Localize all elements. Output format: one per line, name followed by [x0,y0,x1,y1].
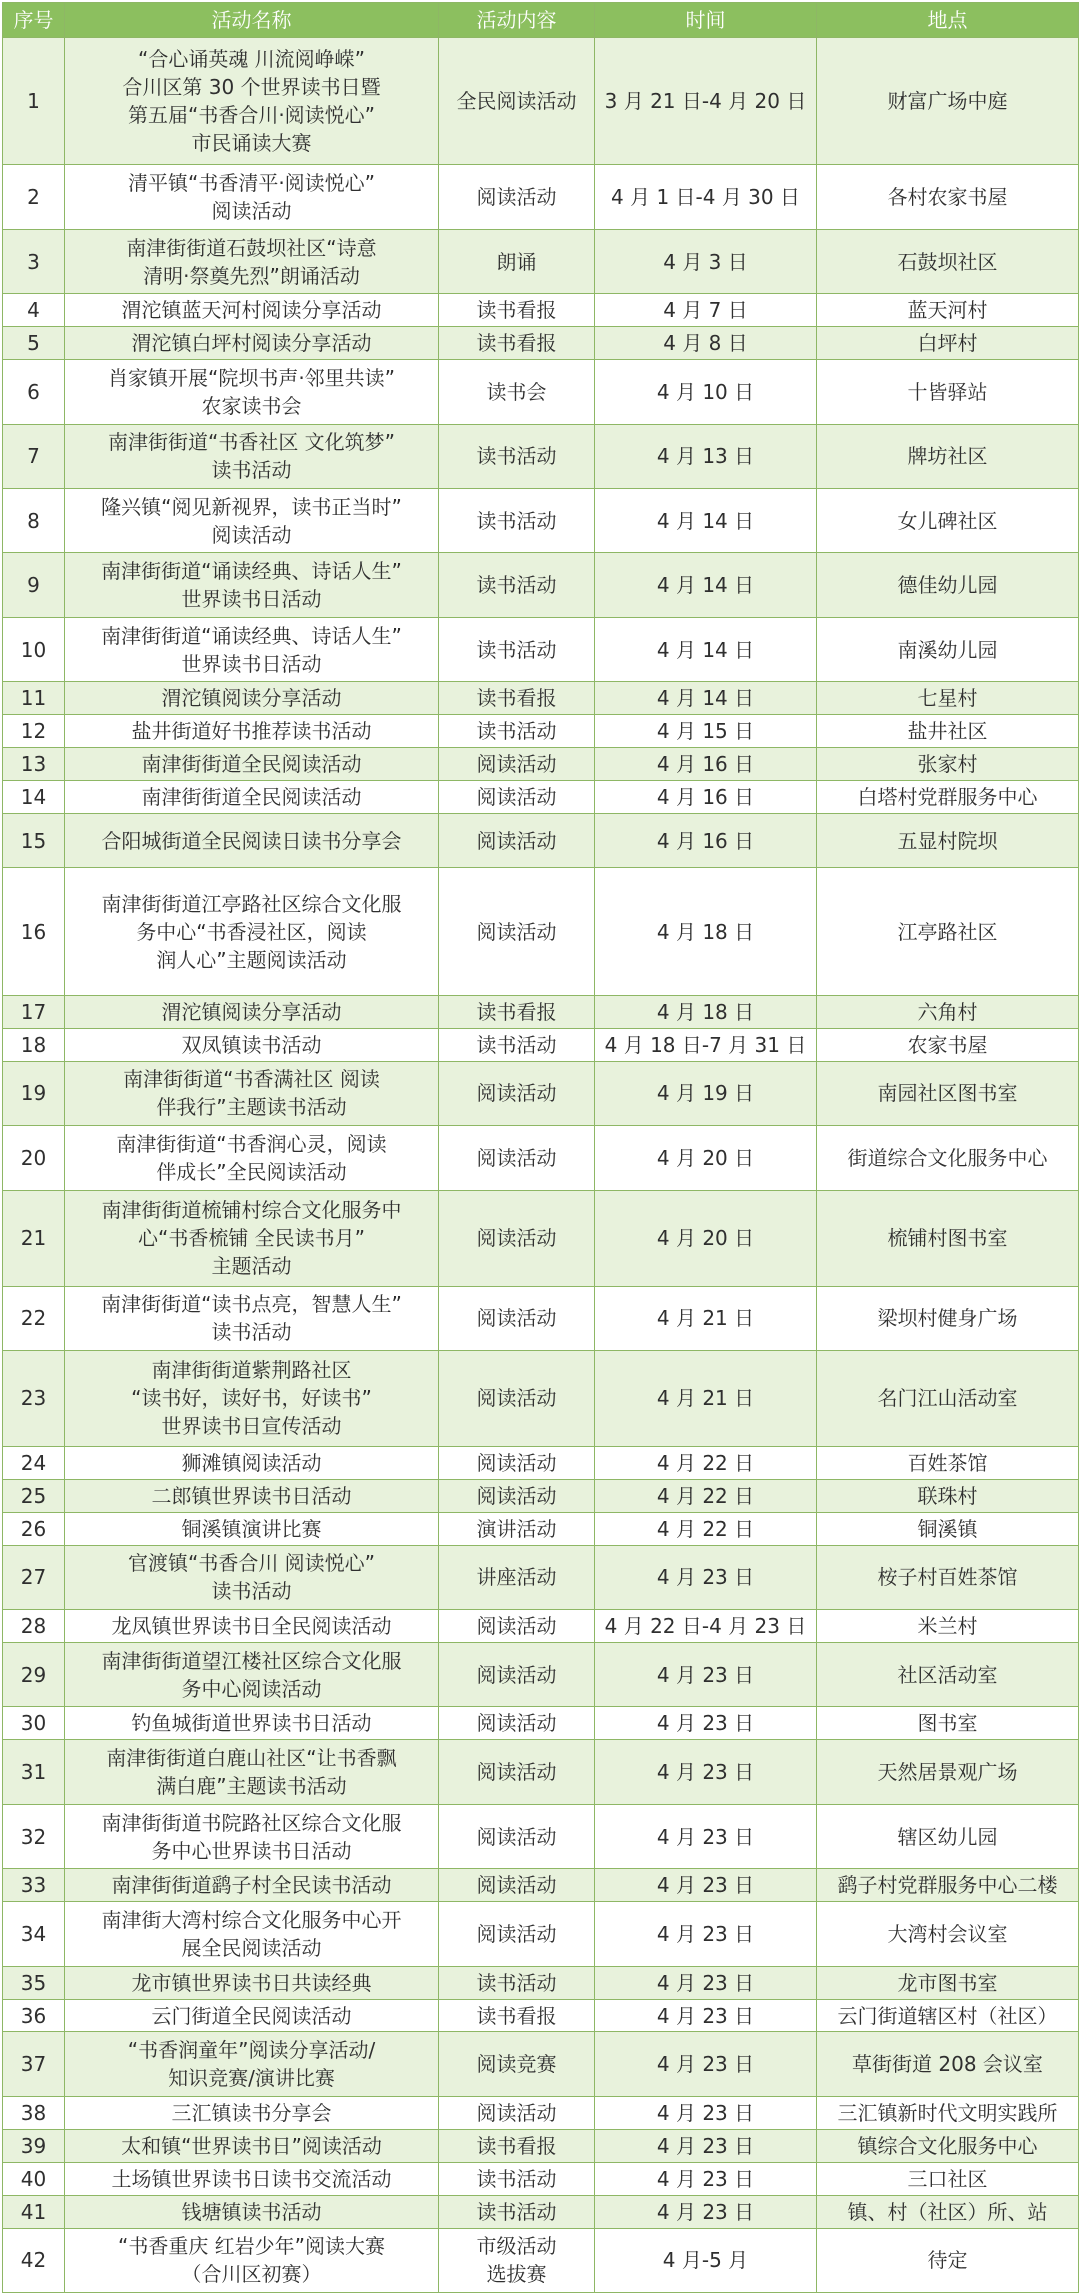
cell-no: 21 [3,1190,65,1286]
cell-content: 读书看报 [439,294,595,327]
cell-content: 读书会 [439,360,595,424]
cell-time: 4 月 22 日 [595,1512,817,1545]
cell-place: 街道综合文化服务中心 [817,1126,1079,1190]
cell-name: “书香重庆 红岩少年”阅读大赛 （合川区初赛） [65,2228,439,2292]
cell-place: 牌坊社区 [817,424,1079,488]
cell-name: 清平镇“书香清平·阅读悦心” 阅读活动 [65,165,439,229]
cell-content: 读书活动 [439,489,595,553]
cell-time: 4 月 23 日 [595,2096,817,2129]
cell-place: 各村农家书屋 [817,165,1079,229]
cell-time: 4 月 21 日 [595,1286,817,1350]
cell-no: 39 [3,2129,65,2162]
cell-name: 南津街街道书院路社区综合文化服 务中心世界读书日活动 [65,1804,439,1868]
activity-table [2,2,1079,2293]
cell-place: 江亭路社区 [817,868,1079,995]
cell-name: “书香润童年”阅读分享活动/ 知识竞赛/演讲比赛 [65,2032,439,2096]
cell-name: 土场镇世界读书日读书交流活动 [65,2162,439,2195]
cell-no: 22 [3,1286,65,1350]
cell-place: 五显村院坝 [817,814,1079,868]
table-row [3,2096,1079,2129]
table-row [3,489,1079,553]
table-row [3,1028,1079,1061]
cell-name: 南津街街道“书香润心灵，阅读 伴成长”全民阅读活动 [65,1126,439,1190]
cell-name: 南津街街道紫荆路社区 “读书好，读好书，好读书” 世界读书日宣传活动 [65,1350,439,1446]
cell-place: 辖区幼儿园 [817,1804,1079,1868]
cell-time: 4 月 20 日 [595,1190,817,1286]
table-row [3,2032,1079,2096]
table-row [3,2228,1079,2292]
cell-time: 4 月 14 日 [595,617,817,681]
cell-name: 渭沱镇蓝天河村阅读分享活动 [65,294,439,327]
cell-no: 17 [3,995,65,1028]
cell-place: 石鼓坝社区 [817,229,1079,293]
table-row [3,1966,1079,1999]
cell-time: 4 月 23 日 [595,1707,817,1740]
cell-name: 龙凤镇世界读书日全民阅读活动 [65,1610,439,1643]
cell-no: 9 [3,553,65,617]
cell-time: 4 月 20 日 [595,1126,817,1190]
cell-place: 白坪村 [817,327,1079,360]
table-row [3,38,1079,165]
cell-no: 4 [3,294,65,327]
cell-time: 4 月 23 日 [595,1740,817,1804]
cell-name: 狮滩镇阅读活动 [65,1446,439,1479]
cell-content: 阅读活动 [439,1190,595,1286]
cell-place: 张家村 [817,748,1079,781]
cell-name: 肖家镇开展“院坝书声·邻里共读” 农家读书会 [65,360,439,424]
cell-no: 24 [3,1446,65,1479]
cell-no: 32 [3,1804,65,1868]
cell-place: 白塔村党群服务中心 [817,781,1079,814]
cell-place: 天然居景观广场 [817,1740,1079,1804]
cell-content: 读书看报 [439,682,595,715]
table-row [3,1902,1079,1966]
cell-time: 4 月 22 日 [595,1479,817,1512]
cell-name: 三汇镇读书分享会 [65,2096,439,2129]
cell-name: 南津街街道白鹿山社区“让书香飘 满白鹿”主题读书活动 [65,1740,439,1804]
cell-no: 20 [3,1126,65,1190]
cell-name: 云门街道全民阅读活动 [65,1999,439,2032]
cell-no: 2 [3,165,65,229]
table-row [3,682,1079,715]
cell-content: 阅读活动 [439,1350,595,1446]
cell-content: 读书活动 [439,1966,595,1999]
cell-no: 28 [3,1610,65,1643]
cell-name: 南津街大湾村综合文化服务中心开 展全民阅读活动 [65,1902,439,1966]
cell-no: 30 [3,1707,65,1740]
cell-no: 1 [3,38,65,165]
cell-place: 铜溪镇 [817,1512,1079,1545]
cell-content: 朗诵 [439,229,595,293]
table-row [3,1869,1079,1902]
cell-time: 4 月 14 日 [595,682,817,715]
cell-name: 南津街街道鹞子村全民读书活动 [65,1869,439,1902]
cell-name: 渭沱镇白坪村阅读分享活动 [65,327,439,360]
cell-time: 4 月 14 日 [595,489,817,553]
cell-place: 龙市图书室 [817,1966,1079,1999]
cell-content: 阅读活动 [439,814,595,868]
cell-place: 六角村 [817,995,1079,1028]
cell-no: 15 [3,814,65,868]
cell-name: 南津街街道梳铺村综合文化服务中 心“书香梳铺 全民读书月” 主题活动 [65,1190,439,1286]
cell-name: 南津街街道望江楼社区综合文化服 务中心阅读活动 [65,1643,439,1707]
cell-name: 隆兴镇“阅见新视界，读书正当时” 阅读活动 [65,489,439,553]
table-row [3,360,1079,424]
table-row [3,2162,1079,2195]
cell-content: 演讲活动 [439,1512,595,1545]
cell-content: 阅读活动 [439,1446,595,1479]
cell-time: 4 月 18 日 [595,868,817,995]
cell-name: 官渡镇“书香合川 阅读悦心” 读书活动 [65,1545,439,1609]
table-row [3,2129,1079,2162]
cell-no: 19 [3,1061,65,1125]
cell-place: 三口社区 [817,2162,1079,2195]
cell-content: 阅读活动 [439,1804,595,1868]
cell-name: 南津街街道全民阅读活动 [65,781,439,814]
table-row [3,1643,1079,1707]
cell-no: 33 [3,1869,65,1902]
cell-place: 待定 [817,2228,1079,2292]
cell-content: 读书活动 [439,553,595,617]
table-row [3,617,1079,681]
cell-no: 26 [3,1512,65,1545]
cell-time: 4 月 23 日 [595,2032,817,2096]
cell-name: 南津街街道江亭路社区综合文化服 务中心“书香浸社区，阅读 润人心”主题阅读活动 [65,868,439,995]
cell-time: 4 月 23 日 [595,1643,817,1707]
cell-name: 南津街街道石鼓坝社区“诗意 清明·祭奠先烈”朗诵活动 [65,229,439,293]
cell-content: 读书活动 [439,2195,595,2228]
table-row [3,1804,1079,1868]
cell-place: 梳铺村图书室 [817,1190,1079,1286]
cell-time: 4 月 22 日-4 月 23 日 [595,1610,817,1643]
cell-name: 盐井街道好书推荐读书活动 [65,715,439,748]
cell-place: 盐井社区 [817,715,1079,748]
table-row [3,781,1079,814]
cell-no: 38 [3,2096,65,2129]
cell-no: 35 [3,1966,65,1999]
cell-content: 读书看报 [439,327,595,360]
cell-content: 阅读活动 [439,748,595,781]
cell-no: 41 [3,2195,65,2228]
cell-place: 梁坝村健身广场 [817,1286,1079,1350]
cell-time: 4 月 7 日 [595,294,817,327]
cell-time: 4 月 18 日 [595,995,817,1028]
cell-name: 南津街街道“书香满社区 阅读 伴我行”主题读书活动 [65,1061,439,1125]
cell-no: 42 [3,2228,65,2292]
cell-place: 名门江山活动室 [817,1350,1079,1446]
cell-place: 百姓茶馆 [817,1446,1079,1479]
cell-content: 读书活动 [439,424,595,488]
cell-content: 阅读活动 [439,1126,595,1190]
cell-place: 三汇镇新时代文明实践所 [817,2096,1079,2129]
cell-no: 13 [3,748,65,781]
cell-content: 读书看报 [439,2129,595,2162]
header-time: 时间 [595,3,817,38]
cell-no: 6 [3,360,65,424]
cell-no: 27 [3,1545,65,1609]
table-row [3,1740,1079,1804]
cell-content: 阅读活动 [439,165,595,229]
cell-place: 十皆驿站 [817,360,1079,424]
table-row [3,868,1079,995]
table-row [3,2195,1079,2228]
cell-content: 市级活动 选拔赛 [439,2228,595,2292]
cell-name: 南津街街道全民阅读活动 [65,748,439,781]
cell-content: 阅读竞赛 [439,2032,595,2096]
cell-no: 7 [3,424,65,488]
header-name: 活动名称 [65,3,439,38]
cell-time: 4 月 16 日 [595,781,817,814]
cell-place: 南溪幼儿园 [817,617,1079,681]
cell-no: 29 [3,1643,65,1707]
cell-time: 4 月 15 日 [595,715,817,748]
cell-no: 37 [3,2032,65,2096]
cell-no: 11 [3,682,65,715]
cell-name: “合心诵英魂 川流阅峥嵘” 合川区第 30 个世界读书日暨 第五届“书香合川·阅读悦心” 市民诵读大赛 [65,38,439,165]
header-place: 地点 [817,3,1079,38]
cell-time: 4 月 1 日-4 月 30 日 [595,165,817,229]
table-row [3,814,1079,868]
cell-content: 阅读活动 [439,781,595,814]
cell-place: 草街街道 208 会议室 [817,2032,1079,2096]
cell-place: 米兰村 [817,1610,1079,1643]
header-no: 序号 [3,3,65,38]
cell-content: 阅读活动 [439,1061,595,1125]
table-row [3,294,1079,327]
table-row [3,1610,1079,1643]
table-row [3,165,1079,229]
cell-no: 5 [3,327,65,360]
cell-name: 南津街街道“诵读经典、诗话人生” 世界读书日活动 [65,617,439,681]
cell-no: 23 [3,1350,65,1446]
cell-content: 阅读活动 [439,1869,595,1902]
cell-content: 讲座活动 [439,1545,595,1609]
cell-content: 阅读活动 [439,1707,595,1740]
table-row [3,1061,1079,1125]
cell-place: 七星村 [817,682,1079,715]
table-row [3,1286,1079,1350]
cell-time: 4 月 16 日 [595,814,817,868]
cell-time: 4 月 14 日 [595,553,817,617]
cell-content: 读书活动 [439,2162,595,2195]
cell-name: 合阳城街道全民阅读日读书分享会 [65,814,439,868]
table-row [3,1126,1079,1190]
cell-name: 太和镇“世界读书日”阅读活动 [65,2129,439,2162]
table-row [3,1350,1079,1446]
table-row [3,553,1079,617]
cell-no: 10 [3,617,65,681]
cell-content: 阅读活动 [439,868,595,995]
cell-time: 4 月 23 日 [595,2129,817,2162]
cell-content: 阅读活动 [439,1610,595,1643]
cell-content: 读书活动 [439,617,595,681]
cell-place: 财富广场中庭 [817,38,1079,165]
cell-no: 36 [3,1999,65,2032]
cell-no: 8 [3,489,65,553]
cell-no: 31 [3,1740,65,1804]
cell-time: 4 月 21 日 [595,1350,817,1446]
cell-no: 16 [3,868,65,995]
cell-no: 25 [3,1479,65,1512]
cell-place: 农家书屋 [817,1028,1079,1061]
cell-place: 大湾村会议室 [817,1902,1079,1966]
cell-time: 4 月 23 日 [595,1999,817,2032]
table-row [3,1190,1079,1286]
table-row [3,229,1079,293]
cell-place: 社区活动室 [817,1643,1079,1707]
cell-no: 18 [3,1028,65,1061]
table-row [3,748,1079,781]
cell-time: 4 月 23 日 [595,1966,817,1999]
cell-no: 40 [3,2162,65,2195]
cell-place: 桉子村百姓茶馆 [817,1545,1079,1609]
cell-content: 读书活动 [439,715,595,748]
cell-name: 钱塘镇读书活动 [65,2195,439,2228]
table-row [3,327,1079,360]
cell-time: 4 月 23 日 [595,2162,817,2195]
cell-name: 南津街街道“诵读经典、诗话人生” 世界读书日活动 [65,553,439,617]
cell-content: 读书活动 [439,1028,595,1061]
cell-name: 铜溪镇演讲比赛 [65,1512,439,1545]
cell-time: 4 月 13 日 [595,424,817,488]
table-row [3,1446,1079,1479]
cell-place: 德佳幼儿园 [817,553,1079,617]
cell-name: 渭沱镇阅读分享活动 [65,995,439,1028]
cell-time: 4 月 23 日 [595,1804,817,1868]
cell-content: 阅读活动 [439,1902,595,1966]
cell-content: 读书看报 [439,995,595,1028]
cell-time: 4 月 23 日 [595,1902,817,1966]
cell-time: 4 月 23 日 [595,1545,817,1609]
cell-place: 云门街道辖区村（社区） [817,1999,1079,2032]
header-content: 活动内容 [439,3,595,38]
table-row [3,1999,1079,2032]
cell-content: 阅读活动 [439,1479,595,1512]
cell-place: 女儿碑社区 [817,489,1079,553]
table-row [3,1545,1079,1609]
cell-place: 镇、村（社区）所、站 [817,2195,1079,2228]
cell-name: 渭沱镇阅读分享活动 [65,682,439,715]
cell-name: 南津街街道“读书点亮，智慧人生” 读书活动 [65,1286,439,1350]
cell-place: 联珠村 [817,1479,1079,1512]
cell-time: 4 月 8 日 [595,327,817,360]
cell-name: 南津街街道“书香社区 文化筑梦” 读书活动 [65,424,439,488]
cell-place: 镇综合文化服务中心 [817,2129,1079,2162]
cell-time: 3 月 21 日-4 月 20 日 [595,38,817,165]
table-body [3,38,1079,2293]
cell-no: 34 [3,1902,65,1966]
cell-no: 14 [3,781,65,814]
cell-place: 南园社区图书室 [817,1061,1079,1125]
cell-time: 4 月 22 日 [595,1446,817,1479]
cell-time: 4 月 19 日 [595,1061,817,1125]
cell-time: 4 月 18 日-7 月 31 日 [595,1028,817,1061]
cell-time: 4 月 23 日 [595,2195,817,2228]
cell-name: 双凤镇读书活动 [65,1028,439,1061]
cell-place: 图书室 [817,1707,1079,1740]
activity-table-sheet [2,2,1078,2287]
table-row [3,995,1079,1028]
cell-no: 3 [3,229,65,293]
cell-time: 4 月 10 日 [595,360,817,424]
cell-time: 4 月 23 日 [595,1869,817,1902]
cell-content: 读书看报 [439,1999,595,2032]
cell-time: 4 月-5 月 [595,2228,817,2292]
cell-name: 龙市镇世界读书日共读经典 [65,1966,439,1999]
cell-time: 4 月 16 日 [595,748,817,781]
cell-content: 阅读活动 [439,1286,595,1350]
table-row [3,424,1079,488]
cell-content: 阅读活动 [439,2096,595,2129]
table-row [3,1707,1079,1740]
cell-content: 阅读活动 [439,1740,595,1804]
cell-content: 阅读活动 [439,1643,595,1707]
table-row [3,1512,1079,1545]
cell-place: 鹞子村党群服务中心二楼 [817,1869,1079,1902]
table-row [3,1479,1079,1512]
cell-time: 4 月 3 日 [595,229,817,293]
table-header-row [3,3,1079,38]
cell-name: 钓鱼城街道世界读书日活动 [65,1707,439,1740]
cell-name: 二郎镇世界读书日活动 [65,1479,439,1512]
table-row [3,715,1079,748]
cell-content: 全民阅读活动 [439,38,595,165]
cell-no: 12 [3,715,65,748]
cell-place: 蓝天河村 [817,294,1079,327]
